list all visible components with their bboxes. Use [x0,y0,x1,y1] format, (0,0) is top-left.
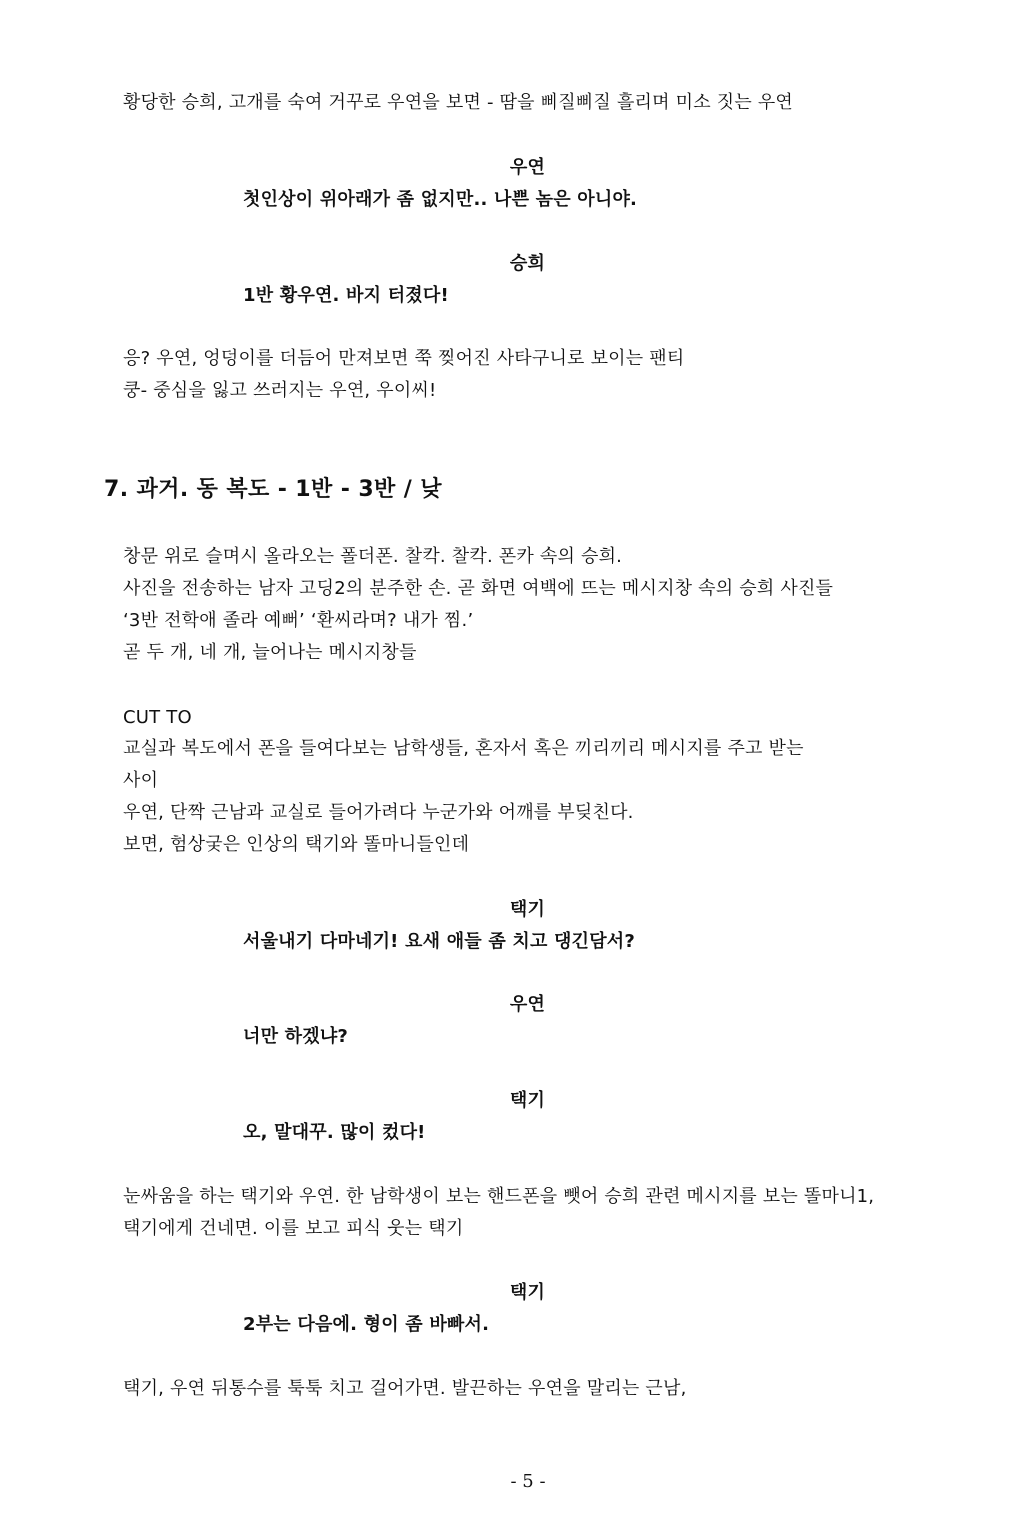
dialogue-line: 너만 하겠냐? [243,1026,349,1047]
page-number: - 5 - [510,1471,546,1492]
scene-heading: 7. 과거. 동 복도 - 1반 - 3반 / 낮 [104,477,442,502]
dialogue-line: 오, 말대꾸. 많이 컸다! [243,1122,426,1143]
action-line: 교실과 복도에서 폰을 들여다보는 남학생들, 혼자서 혹은 끼리끼리 메시지를 주고 받는 [123,738,804,759]
character-name: 우연 [509,157,546,178]
character-name: 승희 [509,253,546,274]
action-line: 보면, 험상궂은 인상의 택기와 똘마니들인데 [123,834,470,855]
action-line: 응? 우연, 엉덩이를 더듬어 만져보면 쭉 찢어진 사타구니로 보이는 팬티 [123,348,685,369]
dialogue-line: 2부는 다음에. 형이 좀 바빠서. [243,1314,490,1335]
character-name: 우연 [509,994,546,1015]
action-line: ‘3반 전학애 졸라 예뻐’ ‘환씨라며? 내가 찜.’ [123,610,474,631]
action-line: 사이 [123,770,159,791]
action-line: 택기에게 건네면. 이를 보고 피식 웃는 택기 [123,1218,464,1239]
action-line: 눈싸움을 하는 택기와 우연. 한 남학생이 보는 핸드폰을 뺏어 승희 관련 메시지를 보는 똘마니1, [123,1186,875,1207]
dialogue-line: 서울내기 다마네기! 요새 애들 좀 치고 댕긴담서? [243,931,636,952]
transition: CUT TO [123,707,192,728]
character-name: 택기 [509,1282,546,1303]
action-line: 택기, 우연 뒤통수를 툭툭 치고 걸어가면. 발끈하는 우연을 말리는 근남, [123,1378,687,1399]
dialogue-line: 1반 황우연. 바지 터졌다! [243,285,449,306]
action-line: 사진을 전송하는 남자 고딩2의 분주한 손. 곧 화면 여백에 뜨는 메시지창 속의 승희 사진들 [123,578,834,599]
action-line: 곧 두 개, 네 개, 늘어나는 메시지창들 [123,642,417,663]
action-line: 창문 위로 슬며시 올라오는 폴더폰. 찰칵. 찰칵. 폰카 속의 승희. [123,546,623,567]
character-name: 택기 [509,1090,546,1111]
action-line: 우연, 단짝 근남과 교실로 들어가려다 누군가와 어깨를 부딪친다. [123,802,634,823]
action-line: 황당한 승희, 고개를 숙여 거꾸로 우연을 보면 - 땀을 삐질삐질 흘리며 미소 짓는 우연 [123,92,793,113]
dialogue-line: 첫인상이 위아래가 좀 없지만.. 나쁜 놈은 아니야. [243,189,638,210]
action-line: 쿵- 중심을 잃고 쓰러지는 우연, 우이씨! [123,380,437,401]
character-name: 택기 [509,899,546,920]
